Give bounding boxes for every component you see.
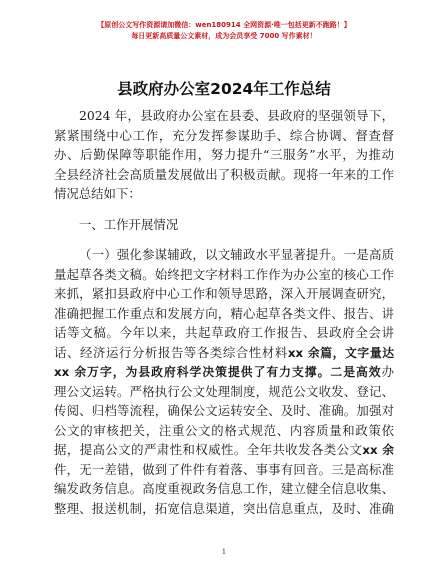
page-number: 1 <box>221 548 227 556</box>
paragraph-line <box>54 362 394 382</box>
paragraph-line: 编发政务信息。高度重视政务信息工作，建立健全信息收集、 <box>54 481 394 496</box>
paragraph-line: 准确把握工作重点和发展方向，精心起草各类文件、报告、讲 <box>54 305 394 321</box>
highlighted-text: xx 余篇，文字量达 <box>287 345 394 360</box>
paragraph-line: 件，无一差错，做到了件件有着落、事事有回音。三是高标准 <box>54 461 394 477</box>
paragraph-text: 话、经济运行分析报告等各类综合性材料 <box>54 344 288 360</box>
paragraph-line: 来抓，紧扣县政府中心工作和领导思路，深入开展调查研究， <box>54 286 394 301</box>
section-heading: 一、工作开展情况 <box>79 216 179 232</box>
paragraph-line: 话等文稿。今年以来，共起草政府工作报告、县政府全会讲 <box>54 325 394 340</box>
paragraph-line: 整理、报送机制，拓宽信息渠道，突出信息重点，及时、准确 <box>54 500 394 516</box>
intro-line: 全县经济社会高质量发展做出了积极贡献。现将一年来的工作 <box>54 166 394 182</box>
paragraph-text: 办 <box>381 364 394 379</box>
highlighted-text: xx 余万字，为县政府科学决策提供了有力支撑。二是高效 <box>54 365 382 379</box>
intro-line: 办、后勤保障等职能作用，努力提升“三服务”水平，为推动 <box>54 147 394 162</box>
paragraph-line: 传阅、归档等流程，确保公文运转安全、及时、准确。加强对 <box>54 403 394 418</box>
paragraph-line: 量起草各类文稿。始终把文字材料工作作为办公室的核心工作 <box>54 266 394 282</box>
promo-banner-line-1: 【原创公文写作资源请加微信：wen180914 全网资源·唯一包括更新不跑路！】 <box>97 21 351 29</box>
intro-line: 2024 年，县政府办公室在县委、县政府的坚强领导下， <box>79 108 394 123</box>
intro-line: 紧紧围绕中心工作，充分发挥参谋助手、综合协调、督查督 <box>54 127 394 143</box>
paragraph-text: 据，提高公文的严肃性和权威性。全年共收发各类公文 <box>54 442 363 457</box>
paragraph-line: 理公文运转。严格执行公文处理制度，规范公文收发、登记、 <box>54 383 394 399</box>
paragraph-line <box>54 440 394 460</box>
intro-line: 情况总结如下： <box>54 186 141 201</box>
paragraph-line: 公文的审核把关，注重公文的格式规范、内容质量和政策依 <box>54 422 394 438</box>
highlighted-text: xx 余 <box>362 443 394 457</box>
document-title: 县政府办公室2024年工作总结 <box>117 80 331 98</box>
promo-banner-line-2: 每日更新高质量公文素材，成为会员享受 7000 写作素材！ <box>131 32 317 40</box>
paragraph-line <box>54 343 394 363</box>
document-body <box>54 106 394 518</box>
paragraph-line: （一）强化参谋辅政，以文辅政水平显著提升。一是高质 <box>79 247 394 262</box>
